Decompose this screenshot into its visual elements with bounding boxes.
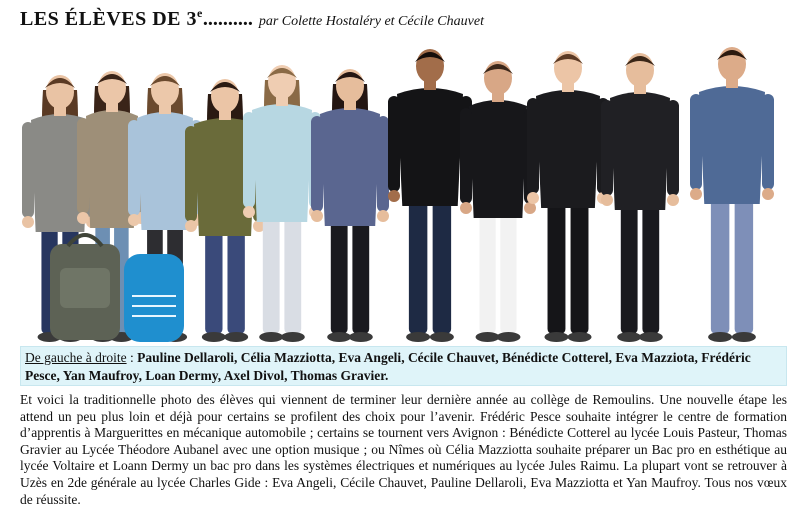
- person-3-hand-left: [128, 214, 140, 226]
- person-7-leg-right: [433, 200, 451, 334]
- person-11-hand-left: [690, 188, 702, 200]
- caption-lead: De gauche à droite: [25, 350, 127, 365]
- person-10-shoe-left: [617, 332, 641, 342]
- person-2-arm-left: [77, 118, 89, 214]
- person-3-arm-left: [128, 120, 140, 216]
- group-photo: [20, 36, 785, 346]
- person-6-shoe-right: [349, 332, 373, 342]
- grey-backpack-pocket: [60, 268, 110, 308]
- person-4-hand-left: [185, 220, 197, 232]
- person-5-shoe-right: [281, 332, 305, 342]
- person-4-shoe-right: [224, 332, 248, 342]
- blue-backpack: [124, 254, 184, 342]
- person-10-hand-right: [667, 194, 679, 206]
- person-5-shoe-left: [259, 332, 283, 342]
- person-6-leg-left: [331, 220, 348, 334]
- person-7-shoe-left: [406, 332, 430, 342]
- person-9-shoe-left: [544, 332, 568, 342]
- person-9-leg-right: [571, 202, 589, 334]
- person-11-leg-right: [735, 198, 753, 334]
- person-3-torso: [137, 112, 193, 230]
- person-9-shoe-right: [568, 332, 592, 342]
- person-6-hand-left: [311, 210, 323, 222]
- person-8-shoe-left: [476, 332, 500, 342]
- person-8-torso: [469, 100, 527, 218]
- article-header: [20, 8, 484, 34]
- person-6-shoe-left: [327, 332, 351, 342]
- person-5-torso: [252, 104, 312, 222]
- title-superscript: e: [197, 6, 203, 20]
- person-7-torso: [397, 88, 463, 206]
- person-1-hand-left: [22, 216, 34, 228]
- person-11-hand-right: [762, 188, 774, 200]
- person-10-leg-left: [621, 204, 638, 334]
- person-5-leg-right: [284, 216, 301, 334]
- person-8-leg-left: [479, 212, 495, 334]
- person-4-arm-left: [185, 126, 197, 222]
- caption-separator: :: [126, 350, 138, 365]
- person-8-leg-right: [500, 212, 516, 334]
- person-9-hand-left: [527, 192, 539, 204]
- person-10-torso: [610, 92, 670, 210]
- caption-names: Pauline Dellaroli, Célia Mazziotta, Eva Angeli, Cécile Chauvet, Bénédicte Cotterel, Eva Mazziota, Frédéric Pesce, Yan Maufroy, Loan Dermy, Axel Divol, Thomas Gravier.: [25, 350, 751, 383]
- person-5-leg-left: [263, 216, 280, 334]
- article-body: Et voici la traditionnelle photo des élèves qui viennent de terminer leur dernière année au collège de Remoulins. Une nouvelle étape les attend un peu plus loin et déjà pour certains se profilent des choix pour l’avenir. Frédéric Pesce souhaite intégrer le centre de formation d’apprentis à Marguerittes en mécanique automobile ; certains se tournent vers Avignon : Bénédicte Cotterel au lycée Louis Pasteur, Thomas Gravier au Lycée Théodore Aubanel avec une option musique ; ou Nîmes où Célia Mazziotta souhaite préparer un Bac pro en esthétique au lycée Voltaire et Loann Dermy un bac pro dans les systèmes électriques et numériques au lycée Jules Raimu. La plupart vont se retrouver à Uzès en 2de générale au lycée Charles Gide : Eva Angeli, Cécile Chauvet, Pauline Dellaroli, Eva Mazziotta et Yan Maufroy. Tous nos vœux de réussite.: [20, 392, 787, 507]
- person-6-arm-left: [311, 116, 323, 212]
- person-1-arm-left: [22, 122, 34, 218]
- person-11-arm-right: [762, 94, 774, 190]
- person-8-arm-left: [460, 108, 472, 204]
- person-6-torso: [320, 108, 380, 226]
- title-dots: ..........: [202, 8, 253, 30]
- person-6-hand-right: [377, 210, 389, 222]
- person-4-shoe-left: [202, 332, 226, 342]
- person-6-leg-right: [352, 220, 369, 334]
- byline: par Colette Hostaléry et Cécile Chauvet: [258, 14, 484, 29]
- person-11-arm-left: [690, 94, 702, 190]
- person-10-shoe-right: [639, 332, 663, 342]
- person-11-shoe-left: [708, 332, 732, 342]
- person-5-arm-left: [243, 112, 255, 208]
- person-5-hand-left: [243, 206, 255, 218]
- person-11-leg-left: [711, 198, 729, 334]
- person-10-leg-right: [642, 204, 659, 334]
- person-9-arm-left: [527, 98, 539, 194]
- person-10-arm-right: [667, 100, 679, 196]
- photo-caption: [20, 346, 787, 386]
- person-11-shoe-right: [732, 332, 756, 342]
- person-7-shoe-right: [430, 332, 454, 342]
- person-4-leg-right: [227, 230, 244, 334]
- person-8-hand-left: [460, 202, 472, 214]
- person-9-torso: [536, 90, 600, 208]
- person-10-arm-left: [601, 100, 613, 196]
- person-11-torso: [699, 86, 765, 204]
- person-7-leg-left: [409, 200, 427, 334]
- person-4-leg-left: [205, 230, 222, 334]
- person-6-arm-right: [377, 116, 389, 212]
- person-9-leg-left: [548, 202, 566, 334]
- article-title: LES ÉLÈVES DE 3e: [20, 6, 203, 30]
- person-7-arm-left: [388, 96, 400, 192]
- person-8-shoe-right: [496, 332, 520, 342]
- person-10-hand-left: [601, 194, 613, 206]
- person-7-hand-left: [388, 190, 400, 202]
- person-2-hand-left: [77, 212, 89, 224]
